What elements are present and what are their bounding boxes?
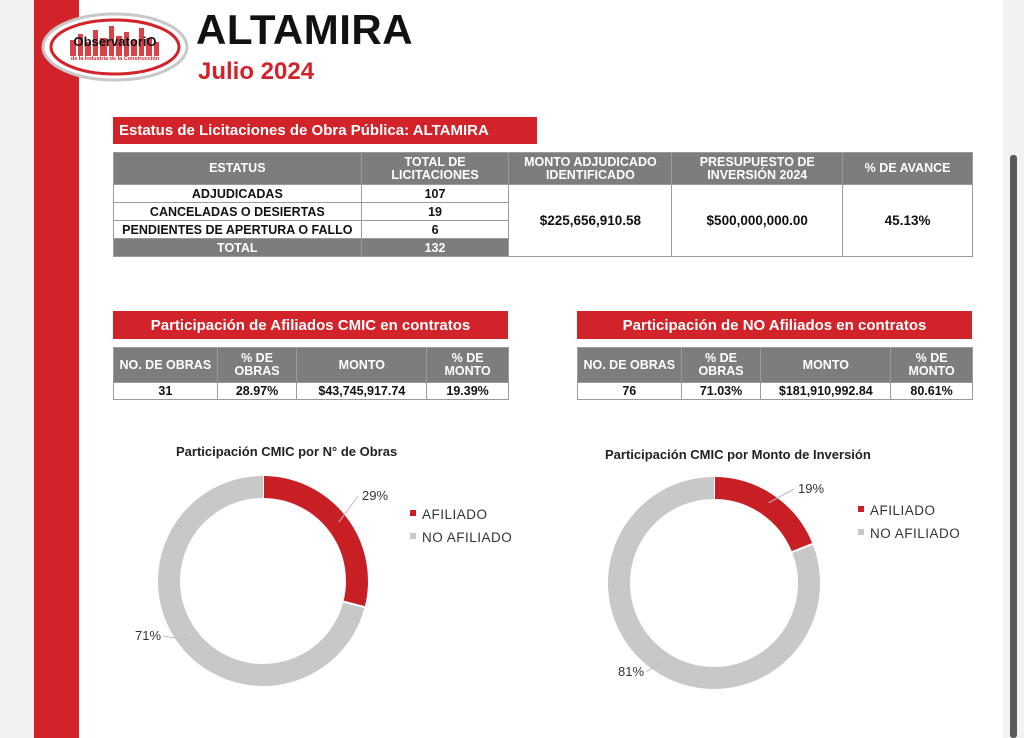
red-side-stripe	[34, 0, 79, 738]
legend-swatch	[858, 506, 864, 512]
afiliados-table	[113, 347, 509, 400]
scrollbar[interactable]	[1010, 155, 1017, 738]
chart-title: Participación CMIC por Monto de Inversión	[605, 447, 871, 462]
col-header-monto: MONTO	[761, 348, 891, 383]
pct-obras-cell: 71.03%	[681, 383, 761, 400]
observatorio-logo	[40, 12, 190, 82]
donut-slice-afiliado	[263, 487, 357, 604]
col-header-pct-monto: % DE MONTO	[427, 348, 509, 383]
col-header-presupuesto: PRESUPUESTO DE INVERSIÓN 2024	[672, 153, 843, 185]
obras-cell: 31	[114, 383, 218, 400]
table-row	[114, 383, 509, 400]
total-value: 132	[361, 239, 509, 257]
monto-cell: $43,745,917.74	[297, 383, 427, 400]
col-header-pct-obras: % DE OBRAS	[681, 348, 761, 383]
afiliados-header-row	[114, 348, 509, 383]
data-label: 29%	[362, 488, 389, 503]
presupuesto-cell: $500,000,000.00	[672, 185, 843, 257]
pct-monto-cell: 19.39%	[427, 383, 509, 400]
col-header-pct-obras: % DE OBRAS	[217, 348, 297, 383]
total-label: TOTAL	[114, 239, 362, 257]
no-afiliados-banner: Participación de NO Afiliados en contratos	[577, 311, 972, 339]
donut-chart-obras	[80, 430, 540, 730]
status-header-row	[114, 153, 973, 185]
no-afiliados-table	[577, 347, 973, 400]
legend-swatch	[410, 533, 416, 539]
monto-cell: $225,656,910.58	[509, 185, 672, 257]
pct-monto-cell: 80.61%	[891, 383, 973, 400]
status-table	[113, 152, 973, 257]
col-header-total: TOTAL DE LICITACIONES	[361, 153, 509, 185]
total-cell: 19	[361, 203, 509, 221]
status-banner: Estatus de Licitaciones de Obra Pública: ALTAMIRA	[113, 117, 537, 144]
afiliados-banner: Participación de Afiliados CMIC en contratos	[113, 311, 508, 339]
monto-cell: $181,910,992.84	[761, 383, 891, 400]
page-subtitle: Julio 2024	[198, 58, 315, 85]
col-header-estatus: ESTATUS	[114, 153, 362, 185]
total-cell: 6	[361, 221, 509, 239]
col-header-monto: MONTO ADJUDICADO IDENTIFICADO	[509, 153, 672, 185]
donut-chart-monto	[540, 430, 1000, 730]
chart-svg	[540, 430, 1000, 730]
estatus-cell: CANCELADAS O DESIERTAS	[114, 203, 362, 221]
left-margin	[0, 0, 34, 738]
col-header-avance: % DE AVANCE	[843, 153, 973, 185]
legend-label: AFILIADO	[422, 507, 488, 522]
obras-cell: 76	[578, 383, 682, 400]
legend-swatch	[858, 529, 864, 535]
avance-cell: 45.13%	[843, 185, 973, 257]
legend-label: NO AFILIADO	[870, 526, 961, 541]
table-row	[578, 383, 973, 400]
legend-label: NO AFILIADO	[422, 530, 513, 545]
col-header-obras: NO. DE OBRAS	[114, 348, 218, 383]
data-label: 81%	[618, 664, 645, 679]
legend-swatch	[410, 510, 416, 516]
col-header-pct-monto: % DE MONTO	[891, 348, 973, 383]
pct-obras-cell: 28.97%	[217, 383, 297, 400]
table-row	[114, 185, 973, 203]
total-cell: 107	[361, 185, 509, 203]
estatus-cell: PENDIENTES DE APERTURA O FALLO	[114, 221, 362, 239]
page-title: ALTAMIRA	[196, 6, 414, 53]
leader-line	[339, 496, 358, 522]
col-header-monto: MONTO	[297, 348, 427, 383]
col-header-obras: NO. DE OBRAS	[578, 348, 682, 383]
donut-slice-afiliado	[714, 488, 802, 548]
chart-title: Participación CMIC por N° de Obras	[176, 444, 398, 459]
no-afiliados-header-row	[578, 348, 973, 383]
data-label: 19%	[798, 481, 825, 496]
estatus-cell: ADJUDICADAS	[114, 185, 362, 203]
logo-subtext: de la Industria de la Construcción	[70, 56, 160, 62]
chart-svg	[80, 430, 540, 730]
logo-text: ObservatoriO	[73, 34, 157, 49]
legend-label: AFILIADO	[870, 503, 936, 518]
data-label: 71%	[135, 628, 162, 643]
